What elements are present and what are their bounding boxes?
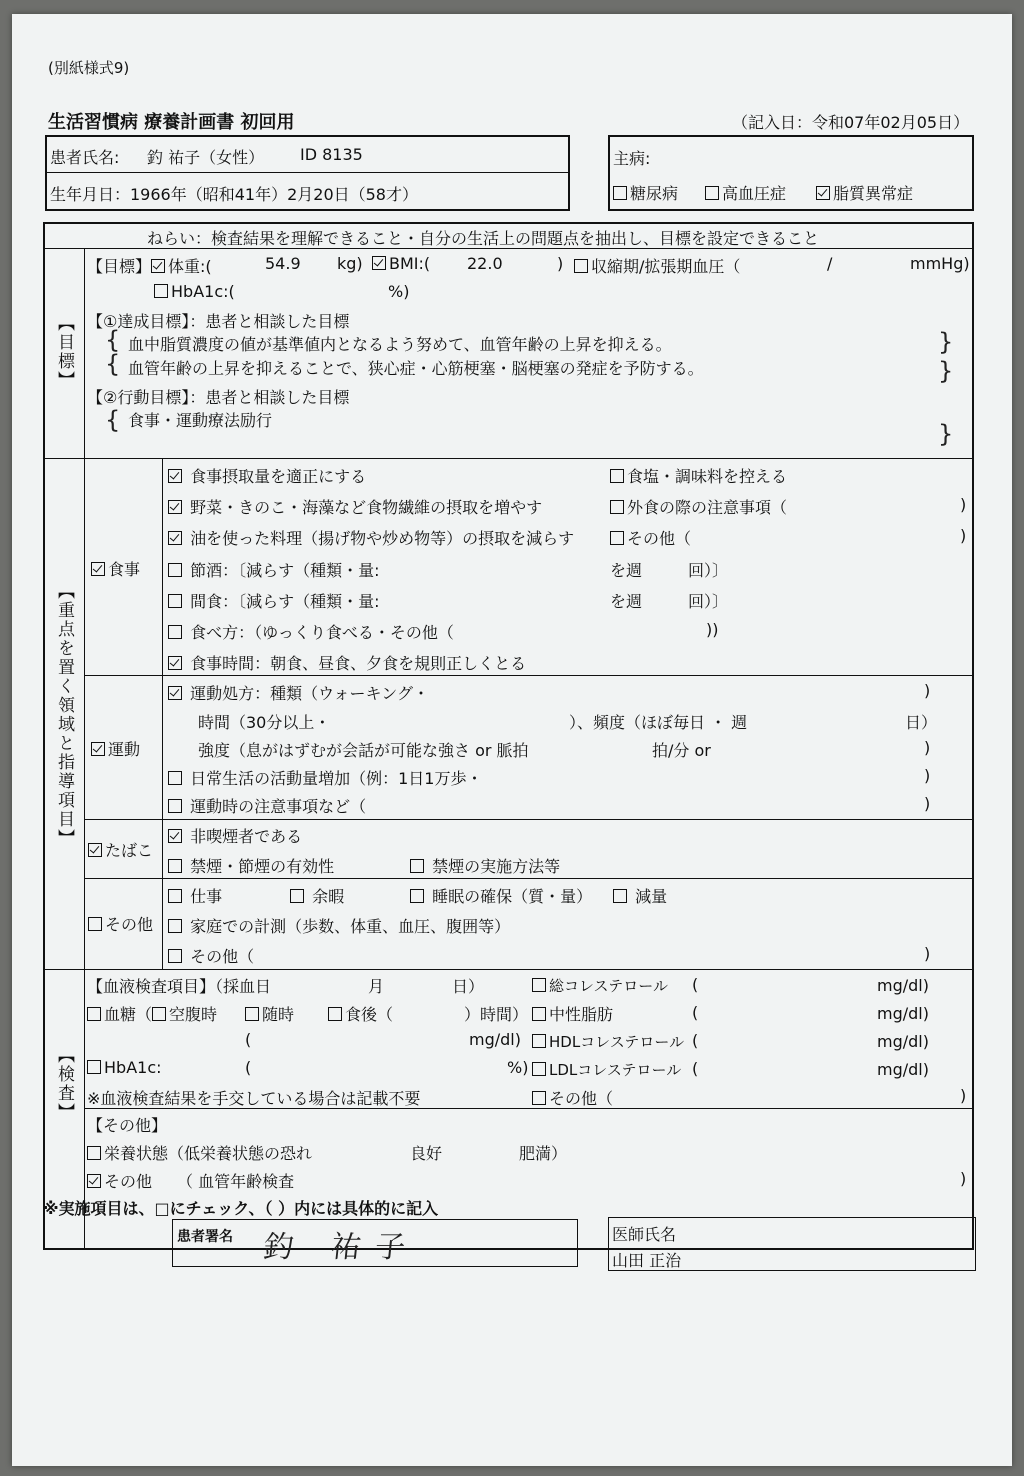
patient-signature-label: 患者署名 bbox=[177, 1229, 233, 1245]
blood-day: 日） bbox=[452, 977, 485, 996]
checkbox[interactable] bbox=[168, 771, 182, 785]
checkbox-checked[interactable] bbox=[88, 843, 102, 857]
brace-right: } bbox=[938, 328, 954, 356]
achieve-goal-head: 【①達成目標】：患者と相談した目標 bbox=[87, 312, 350, 331]
diet-row3b: その他（ bbox=[610, 526, 691, 549]
lab-hdl: HDLコレステロール bbox=[532, 1031, 684, 1052]
document-title: 生活習慣病 療養計画書 初回用 bbox=[48, 112, 295, 133]
blood-sugar-unit: mg/dl) bbox=[469, 1030, 521, 1049]
exercise-row1: 運動処方：種類（ウォーキング・ bbox=[168, 681, 429, 704]
checkbox-checked[interactable] bbox=[168, 531, 182, 545]
bmi-value: 22.0 bbox=[467, 254, 503, 273]
checkbox[interactable] bbox=[613, 889, 627, 903]
blood-hours: ）時間） bbox=[464, 1005, 529, 1024]
checkbox[interactable] bbox=[87, 1060, 101, 1074]
diet-row1: 食事摂取量を適正にする bbox=[168, 464, 366, 487]
checkbox-checked[interactable] bbox=[91, 562, 105, 576]
diet-row6: 食べ方：（ゆっくり食べる・その他（ bbox=[168, 620, 454, 643]
times: 回）〕 bbox=[688, 561, 729, 580]
open-paren: ( bbox=[692, 1031, 699, 1050]
exam-other-head: 【その他】 bbox=[87, 1116, 168, 1135]
bp-label: 収縮期/拡張期血圧（ bbox=[574, 254, 740, 277]
checkbox[interactable] bbox=[705, 186, 719, 200]
divider bbox=[43, 969, 974, 970]
checkbox-checked[interactable] bbox=[168, 656, 182, 670]
exercise-row4: 日常生活の活動量増加（例：1日1万歩・ bbox=[168, 766, 482, 789]
other-close: ) bbox=[924, 944, 931, 963]
divider bbox=[84, 819, 974, 820]
exercise-row3: 強度（息がはずむが会話が可能な強さ or 脈拍 bbox=[198, 741, 529, 760]
checkbox[interactable] bbox=[290, 889, 304, 903]
exam-other-close: ) bbox=[960, 1169, 967, 1188]
lab-unit: mg/dl) bbox=[877, 1004, 929, 1023]
checkbox[interactable] bbox=[154, 284, 168, 298]
checkbox[interactable] bbox=[152, 1007, 166, 1021]
patient-name-label: 患者氏名: bbox=[50, 148, 120, 167]
exercise-row5: 運動時の注意事項など（ bbox=[168, 794, 366, 817]
exam-other-row: その他 bbox=[87, 1169, 152, 1192]
lab-total-cholesterol: 総コレステロール bbox=[532, 975, 668, 996]
diet-row2: 野菜・きのこ・海藻など食物繊維の摂取を増やす bbox=[168, 495, 542, 518]
other-category: その他 bbox=[88, 912, 153, 935]
doctor-label: 医師氏名 bbox=[612, 1225, 677, 1244]
tobacco-row2: 禁煙・節煙の有効性 bbox=[168, 854, 334, 877]
checkbox[interactable] bbox=[532, 1034, 546, 1048]
divider bbox=[43, 458, 974, 459]
diet-row1b: 食塩・調味料を控える bbox=[610, 464, 787, 487]
checkbox-checked[interactable] bbox=[372, 256, 386, 270]
checkbox[interactable] bbox=[532, 978, 546, 992]
goals-row1 bbox=[87, 254, 212, 277]
checkbox[interactable] bbox=[168, 799, 182, 813]
other-work: 仕事 bbox=[168, 884, 222, 907]
other-sleep: 睡眠の確保（質・量） bbox=[410, 884, 592, 907]
checkbox[interactable] bbox=[168, 859, 182, 873]
blood-random: 随時 bbox=[245, 1002, 294, 1025]
other-row2: 家庭での計測（歩数、体重、血圧、腹囲等） bbox=[168, 914, 510, 937]
exercise-category: 運動 bbox=[91, 737, 140, 760]
main-disease-label: 主病: bbox=[613, 149, 651, 168]
checkbox[interactable] bbox=[613, 186, 627, 200]
lab-unit: mg/dl) bbox=[877, 1060, 929, 1079]
action-goal-line1: 食事・運動療法励行 bbox=[128, 411, 273, 430]
checkbox-checked[interactable] bbox=[87, 1174, 101, 1188]
brace-left: { bbox=[105, 406, 121, 434]
checkbox[interactable] bbox=[87, 1007, 101, 1021]
checkbox-checked[interactable] bbox=[91, 742, 105, 756]
diet-close: ) bbox=[960, 495, 967, 514]
open-paren: ( bbox=[245, 1058, 252, 1077]
exercise-row2c: 日） bbox=[905, 713, 938, 732]
diet-row4: 節酒：〔減らす（種類・量: bbox=[168, 558, 380, 581]
checkbox[interactable] bbox=[168, 594, 182, 608]
checkbox-checked[interactable] bbox=[816, 186, 830, 200]
exercise-row2b: ）、頻度（ほぼ毎日 ・ 週 bbox=[569, 713, 748, 732]
open-paren: ( bbox=[692, 1003, 699, 1022]
blood-test-head: 【血液検査項目】（採血日 bbox=[87, 977, 272, 996]
checkbox[interactable] bbox=[532, 1007, 546, 1021]
paper-sheet bbox=[12, 14, 1012, 1466]
checkbox[interactable] bbox=[610, 500, 624, 514]
per-week: を週 bbox=[610, 592, 643, 611]
other-weightloss: 減量 bbox=[613, 884, 667, 907]
exam-hba1c-unit: %) bbox=[507, 1058, 529, 1077]
lab-unit: mg/dl) bbox=[877, 1032, 929, 1051]
checkbox[interactable] bbox=[610, 531, 624, 545]
checkbox[interactable] bbox=[410, 859, 424, 873]
checkbox[interactable] bbox=[245, 1007, 259, 1021]
exercise-close: ) bbox=[924, 738, 931, 757]
achieve-goal-line2: 血管年齢の上昇を抑えることで、狭心症・心筋梗塞・脳梗塞の発症を予防する。 bbox=[128, 359, 704, 378]
tobacco-row2b: 禁煙の実施方法等 bbox=[410, 854, 560, 877]
brace-left: { bbox=[105, 326, 121, 354]
checkbox[interactable] bbox=[168, 563, 182, 577]
goals-head: 【目標】 bbox=[87, 257, 152, 276]
other-row3: その他（ bbox=[168, 944, 254, 967]
weight-label: 体重:( bbox=[168, 257, 212, 276]
checkbox[interactable] bbox=[328, 1007, 342, 1021]
checkbox-checked[interactable] bbox=[168, 686, 182, 700]
checkbox[interactable] bbox=[168, 919, 182, 933]
hba1c-unit: %) bbox=[388, 282, 410, 301]
open-paren: ( bbox=[692, 975, 699, 994]
lab-other: その他（ bbox=[532, 1086, 613, 1109]
nutrition-good: 良好 bbox=[410, 1144, 443, 1163]
blood-post: 食後（ bbox=[328, 1002, 393, 1025]
lab-other-close: ) bbox=[960, 1086, 967, 1105]
exercise-row2: 時間（30分以上・ bbox=[198, 713, 331, 732]
disease-hypertension: 高血圧症 bbox=[705, 181, 786, 204]
entry-date: （記入日：令和07年02月05日） bbox=[732, 113, 970, 132]
nutrition-obese: 肥満） bbox=[519, 1144, 568, 1163]
checkbox[interactable] bbox=[88, 917, 102, 931]
diet-row7: 食事時間：朝食、昼食、夕食を規則正しくとる bbox=[168, 651, 526, 674]
checkbox[interactable] bbox=[410, 889, 424, 903]
divider bbox=[84, 878, 974, 879]
exercise-close: ) bbox=[924, 766, 931, 785]
disease-diabetes: 糖尿病 bbox=[613, 181, 678, 204]
divider bbox=[45, 172, 570, 173]
lab-triglyceride: 中性脂肪 bbox=[532, 1002, 613, 1025]
times: 回）〕 bbox=[688, 592, 729, 611]
patient-name: 釣 祐子（女性） bbox=[147, 148, 265, 167]
brace-right: } bbox=[938, 357, 954, 385]
diet-category: 食事 bbox=[91, 557, 140, 580]
exercise-close: ) bbox=[924, 681, 931, 700]
bp-slash: / bbox=[827, 254, 833, 273]
patient-id: ID 8135 bbox=[300, 145, 363, 164]
diet-row2b: 外食の際の注意事項（ bbox=[610, 495, 787, 518]
checkbox-checked[interactable] bbox=[151, 259, 165, 273]
doctor-name: 山田 正治 bbox=[612, 1251, 682, 1270]
divider bbox=[84, 248, 85, 1250]
form-reference: (別紙様式9) bbox=[48, 59, 130, 77]
checkbox[interactable] bbox=[87, 1146, 101, 1160]
weight-unit: kg) bbox=[337, 254, 363, 273]
brace-right: } bbox=[938, 420, 954, 448]
blood-sugar-row: 血糖（ 空腹時 bbox=[87, 1002, 217, 1025]
exam-hba1c: HbA1c: bbox=[87, 1058, 162, 1077]
bmi-label: BMI:( bbox=[372, 254, 430, 273]
tobacco-row1: 非喫煙者である bbox=[168, 824, 302, 847]
blood-month: 月 bbox=[368, 977, 385, 996]
checkbox[interactable] bbox=[610, 469, 624, 483]
divider bbox=[84, 675, 974, 676]
checkbox[interactable] bbox=[168, 625, 182, 639]
footnote: ※実施項目は、□にチェック、（ ）内には具体的に記入 bbox=[43, 1199, 439, 1218]
lab-unit: mg/dl) bbox=[877, 976, 929, 995]
checkbox[interactable] bbox=[168, 889, 182, 903]
bp-unit: mmHg) bbox=[910, 254, 970, 273]
section-goals: 【目標】 bbox=[54, 314, 74, 390]
disease-dyslipidemia: 脂質異常症 bbox=[816, 181, 913, 204]
bmi-close: ) bbox=[557, 254, 564, 273]
lab-ldl: LDLコレステロール bbox=[532, 1059, 681, 1080]
diet-row6-close: )) bbox=[706, 620, 719, 639]
checkbox[interactable] bbox=[168, 949, 182, 963]
checkbox[interactable] bbox=[532, 1062, 546, 1076]
tobacco-category: たばこ bbox=[88, 838, 153, 861]
checkbox-checked[interactable] bbox=[168, 469, 182, 483]
patient-signature: 釣 祐子 bbox=[261, 1230, 422, 1265]
diet-close: ) bbox=[960, 526, 967, 545]
brace-left: { bbox=[105, 350, 121, 378]
open-paren: ( bbox=[692, 1059, 699, 1078]
divider bbox=[162, 458, 163, 969]
exam-note: ※血液検査結果を手交している場合は記載不要 bbox=[87, 1089, 421, 1108]
diet-row5: 間食：〔減らす（種類・量: bbox=[168, 589, 380, 612]
diet-row3: 油を使った料理（揚げ物や炒め物等）の摂取を減らす bbox=[168, 526, 574, 549]
other-leisure: 余暇 bbox=[290, 884, 344, 907]
section-exam: 【検査】 bbox=[54, 1046, 74, 1122]
exercise-row3b: 拍/分 or bbox=[652, 741, 711, 760]
checkbox-checked[interactable] bbox=[168, 829, 182, 843]
checkbox[interactable] bbox=[532, 1091, 546, 1105]
exercise-close: ) bbox=[924, 794, 931, 813]
exam-other-value: （ 血管年齢検査 bbox=[177, 1172, 295, 1191]
hba1c-label: HbA1c:( bbox=[154, 282, 235, 301]
weight-value: 54.9 bbox=[265, 254, 301, 273]
checkbox-checked[interactable] bbox=[168, 500, 182, 514]
per-week: を週 bbox=[610, 561, 643, 580]
section-focus: 【重点を置く領域と指導項目】 bbox=[54, 582, 74, 848]
action-goal-head: 【②行動目標】：患者と相談した目標 bbox=[87, 388, 350, 407]
patient-birth: 生年月日：1966年（昭和41年）2月20日（58才） bbox=[50, 185, 418, 204]
checkbox[interactable] bbox=[574, 259, 588, 273]
nutrition-row: 栄養状態（低栄養状態の恐れ bbox=[87, 1141, 312, 1164]
divider bbox=[43, 248, 974, 249]
aim-text: ねらい：検査結果を理解できること・自分の生活上の問題点を抽出し、目標を設定できること bbox=[147, 229, 820, 248]
achieve-goal-line1: 血中脂質濃度の値が基準値内となるよう努めて、血管年齢の上昇を抑える。 bbox=[128, 335, 672, 354]
open-paren: ( bbox=[245, 1030, 252, 1049]
